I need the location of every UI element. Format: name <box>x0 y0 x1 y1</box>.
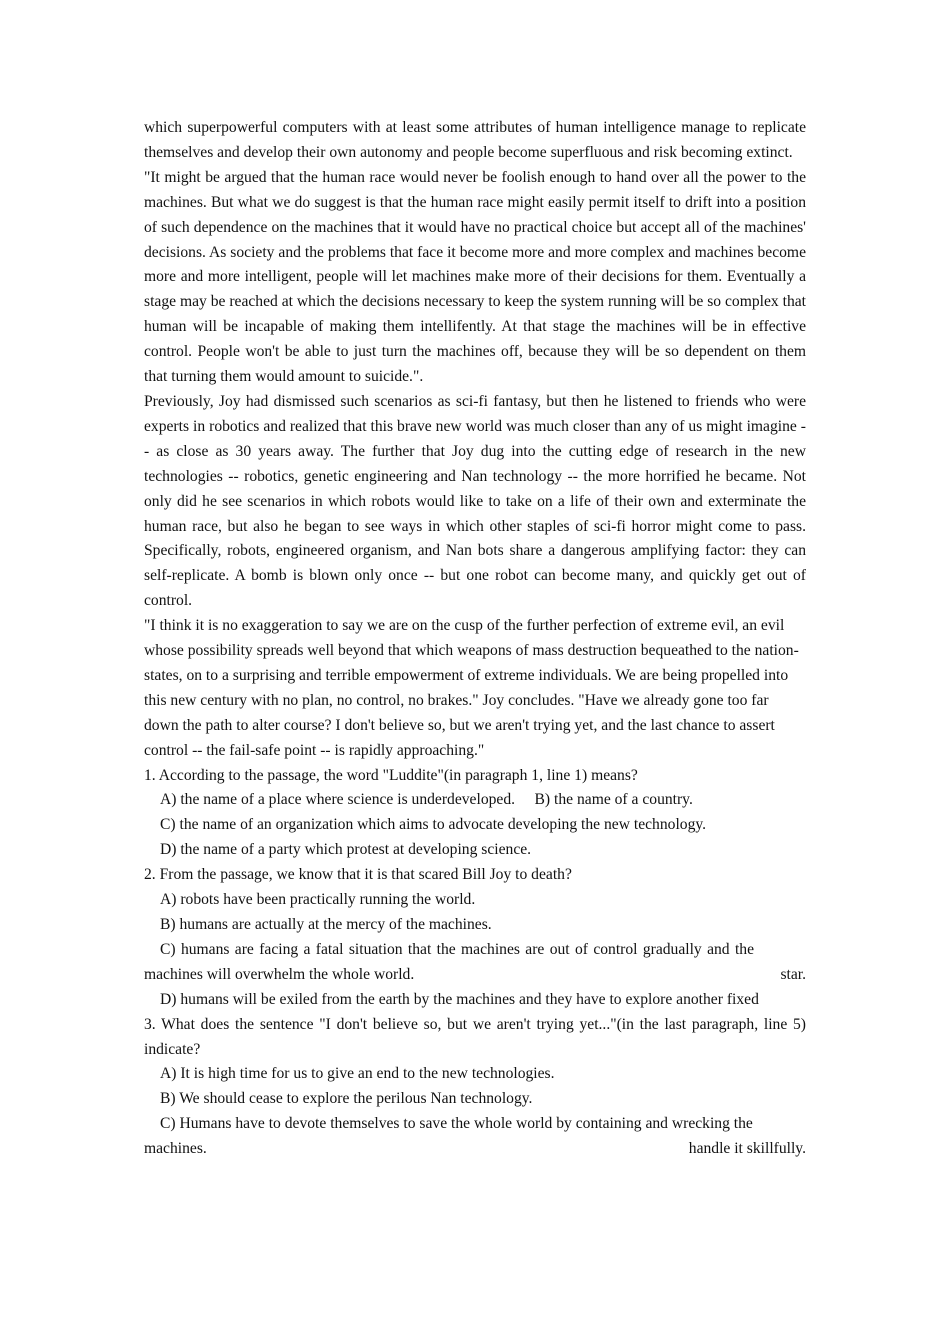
question-1-options-ab <box>144 788 806 813</box>
question-1-option-c: C) the name of an organization which aims to advocate developing the new technology. <box>160 816 707 834</box>
paragraph-3: Previously, Joy had dismissed such scenarios as sci-fi fantasy, but then he listened to friends who were experts in robotics and realized that this brave new world was much closer than any of us might imagine -- as close as 30 years away. The further that Joy dug into the cutting edge of research in the new technologies -- robotics, genetic engineering and Nan technology -- the more horrified he became. Not only did he see scenarios in which robots would like to take on a life of their own and exterminate the human race, but also he began to see ways in which other staples of sci-fi horror might come to pass. Specifically, robots, engineered organism, and Nan bots share a dangerous amplifying factor: they can self-replicate. A bomb is blown only once -- but one robot can become many, and quickly get out of control. <box>144 392 806 610</box>
question-2-option-a: A) robots have been practically running the world. <box>160 891 476 909</box>
question-2-option-b: B) humans are actually at the mercy of the machines. <box>160 916 492 933</box>
question-2-option-c: C) humans are facing a fatal situation that the machines are out of control gradually and the machines will overwhelm the whole world. <box>144 940 754 983</box>
document-page <box>144 116 806 1162</box>
question-3-option-d-tail: handle it skillfully. <box>688 1140 806 1158</box>
question-3-last-line <box>144 1137 806 1162</box>
question-1-option-b: B) the name of a country. <box>534 791 693 809</box>
question-3-option-b: B) We should cease to explore the perilous Nan technology. <box>160 1090 533 1108</box>
question-3-option-c: C) Humans have to devote themselves to save the whole world by containing and wrecking the <box>160 1115 753 1133</box>
question-1-option-d: D) the name of a party which protest at developing science. <box>160 841 532 859</box>
paragraph-2: "It might be argued that the human race would never be foolish enough to hand over all the power to the machines. But what we do suggest is that the human race might easily permit itself to drift into a position of such dependence on the machines that it would have no practical choice but accept all of the machines' decisions. As society and the problems that face it become more and more complex and machines become more and more intelligent, people will let machines make more of their decisions for them. Eventually a stage may be reached at which the decisions necessary to keep the system running will be so complex that human will be incapable of making them intellifently. At that stage the machines will be in effective control. People won't be able to just turn the machines off, because they will be so dependent on them that turning them would amount to suicide.". <box>144 168 806 386</box>
question-2-option-c-block <box>144 938 806 988</box>
question-3-stem: 3. What does the sentence "I don't believe so, but we aren't trying yet..."(in the last paragraph, line 5) indicate? <box>144 1015 806 1058</box>
question-1-option-a: A) the name of a place where science is underdeveloped. <box>160 791 516 809</box>
paragraph-1-continued: which superpowerful computers with at least some attributes of human intelligence manage to replicate themselves and develop their own autonomy and people become superfluous and risk becoming extinct. <box>144 119 806 161</box>
question-3-option-a: A) It is high time for us to give an end to the new technologies. <box>160 1065 555 1083</box>
question-2-option-d-tail: star. <box>780 965 806 983</box>
paragraph-4: "I think it is no exaggeration to say we are on the cusp of the further perfection of extreme evil, an evil whose possibility spreads well beyond that which weapons of mass destruction bequeathed to the nation-states, on to a surprising and terrible empowerment of extreme individuals. We are being propelled into this new century with no plan, no control, no brakes." Joy concludes. "Have we already gone too far down the path to alter course? I don't believe so, but we aren't trying yet, and the last chance to assert control -- the fail-safe point -- is rapidly approaching." <box>144 617 799 759</box>
question-2-stem: 2. From the passage, we know that it is that scared Bill Joy to death? <box>144 866 572 884</box>
question-2-option-d: D) humans will be exiled from the earth by the machines and they have to explore another fixed <box>160 990 759 1008</box>
question-1-stem: 1. According to the passage, the word "Luddite"(in paragraph 1, line 1) means? <box>144 766 638 784</box>
question-3-option-c-end: machines. <box>144 1140 207 1158</box>
